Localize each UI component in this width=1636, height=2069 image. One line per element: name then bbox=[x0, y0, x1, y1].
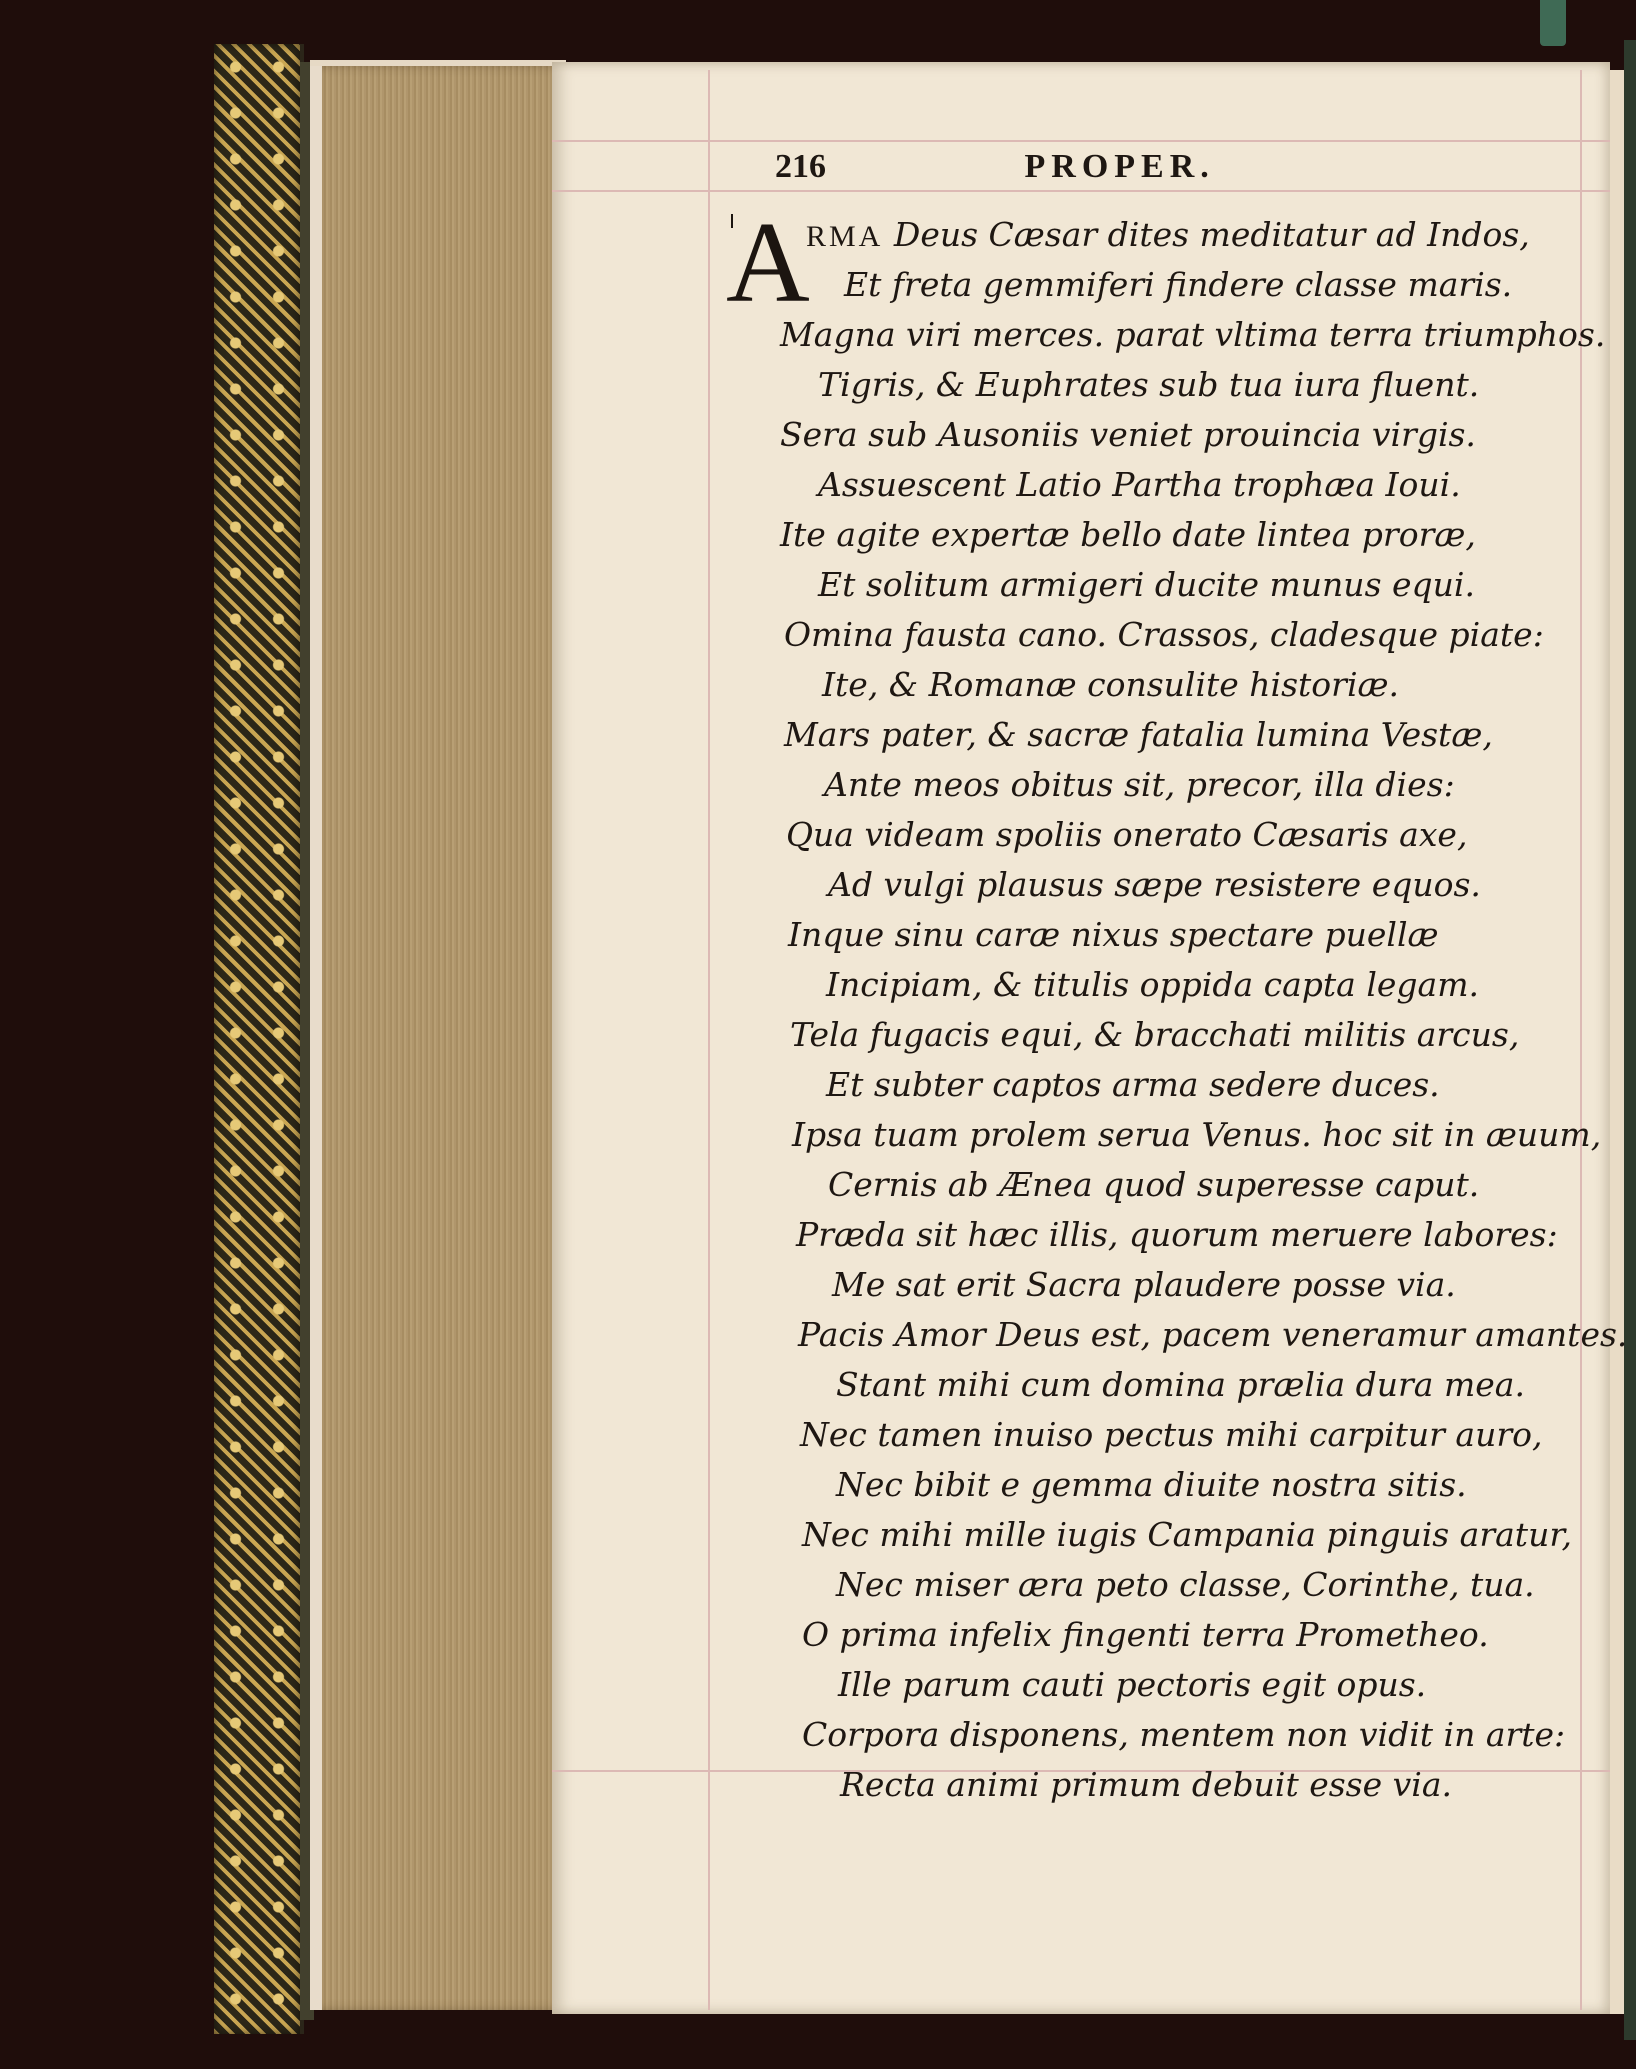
verse-line: Et subter captos arma sedere duces. bbox=[826, 1065, 1440, 1104]
verse-line: Omina fausta cano. Crassos, cladesque piate: bbox=[784, 615, 1544, 654]
rule-right-margin bbox=[1580, 70, 1582, 2010]
verse-line: Ite agite expertæ bello date lintea proræ, bbox=[780, 515, 1476, 554]
verse-line: Nec miser æra peto classe, Corinthe, tua. bbox=[836, 1565, 1535, 1604]
verse-line: Ite, & Romanæ consulite historiæ. bbox=[822, 665, 1400, 704]
verse-line: Assuescent Latio Partha trophæa Ioui. bbox=[818, 465, 1461, 504]
verse-line: Me sat erit Sacra plaudere posse via. bbox=[832, 1265, 1456, 1304]
verse-line: Ante meos obitus sit, precor, illa dies: bbox=[824, 765, 1455, 804]
first-line-caps: RMA bbox=[806, 220, 884, 253]
rule-top bbox=[552, 140, 1610, 142]
verse-line: Ille parum cauti pectoris egit opus. bbox=[838, 1665, 1427, 1704]
rule-under-head bbox=[552, 190, 1610, 192]
verse-line: Incipiam, & titulis oppida capta legam. bbox=[826, 965, 1480, 1004]
page-number: 216 bbox=[775, 148, 826, 185]
verse-line: Corpora disponens, mentem non vidit in arte: bbox=[802, 1715, 1566, 1754]
verse-line: Et freta gemmiferi findere classe maris. bbox=[844, 265, 1513, 304]
binding-right bbox=[1624, 40, 1636, 2040]
verse-line: Inque sinu caræ nixus spectare puellæ bbox=[788, 915, 1439, 954]
running-head bbox=[775, 148, 1215, 186]
rule-left-margin bbox=[708, 70, 710, 2010]
verse-line: Qua videam spoliis onerato Cæsaris axe, bbox=[786, 815, 1468, 854]
verse-line: Pacis Amor Deus est, pacem veneramur amantes. bbox=[798, 1315, 1628, 1354]
verse-line: Tela fugacis equi, & bracchati militis arcus, bbox=[790, 1015, 1520, 1054]
verse-line: Et solitum armigeri ducite munus equi. bbox=[818, 565, 1475, 604]
verse-text: Deus Cæsar dites meditatur ad Indos, bbox=[893, 215, 1530, 254]
running-title: PROPER. bbox=[1024, 148, 1215, 185]
verse-line: Ipsa tuam prolem serua Venus. hoc sit in æuum, bbox=[792, 1115, 1602, 1154]
verse-line: Tigris, & Euphrates sub tua iura fluent. bbox=[818, 365, 1480, 404]
verse-line: Stant mihi cum domina prælia dura mea. bbox=[836, 1365, 1525, 1404]
page-block-edges bbox=[310, 66, 566, 2010]
drop-cap: A bbox=[726, 199, 810, 327]
verse-line: Magna viri merces. parat vltima terra triumphos. bbox=[780, 315, 1606, 354]
verse-line: Cernis ab Ænea quod superesse caput. bbox=[828, 1165, 1480, 1204]
verse-line: Sera sub Ausoniis veniet prouincia virgis. bbox=[780, 415, 1476, 454]
verse-line: Mars pater, & sacræ fatalia lumina Vestæ, bbox=[784, 715, 1493, 754]
verse-line: Recta animi primum debuit esse via. bbox=[840, 1765, 1452, 1804]
verse-line: Præda sit hæc illis, quorum meruere labores: bbox=[796, 1215, 1558, 1254]
verse-line bbox=[806, 210, 1530, 260]
verse-line: Nec bibit e gemma diuite nostra sitis. bbox=[836, 1465, 1467, 1504]
gilt-cover-edge bbox=[214, 44, 304, 2034]
verse-line: Nec tamen inuiso pectus mihi carpitur auro, bbox=[800, 1415, 1543, 1454]
verse-line: O prima infelix fingenti terra Prometheo. bbox=[802, 1615, 1489, 1654]
verse-line: Ad vulgi plausus sæpe resistere equos. bbox=[828, 865, 1481, 904]
bookmark-ribbon bbox=[1540, 0, 1566, 46]
verse-line: Nec mihi mille iugis Campania pinguis aratur, bbox=[802, 1515, 1572, 1554]
